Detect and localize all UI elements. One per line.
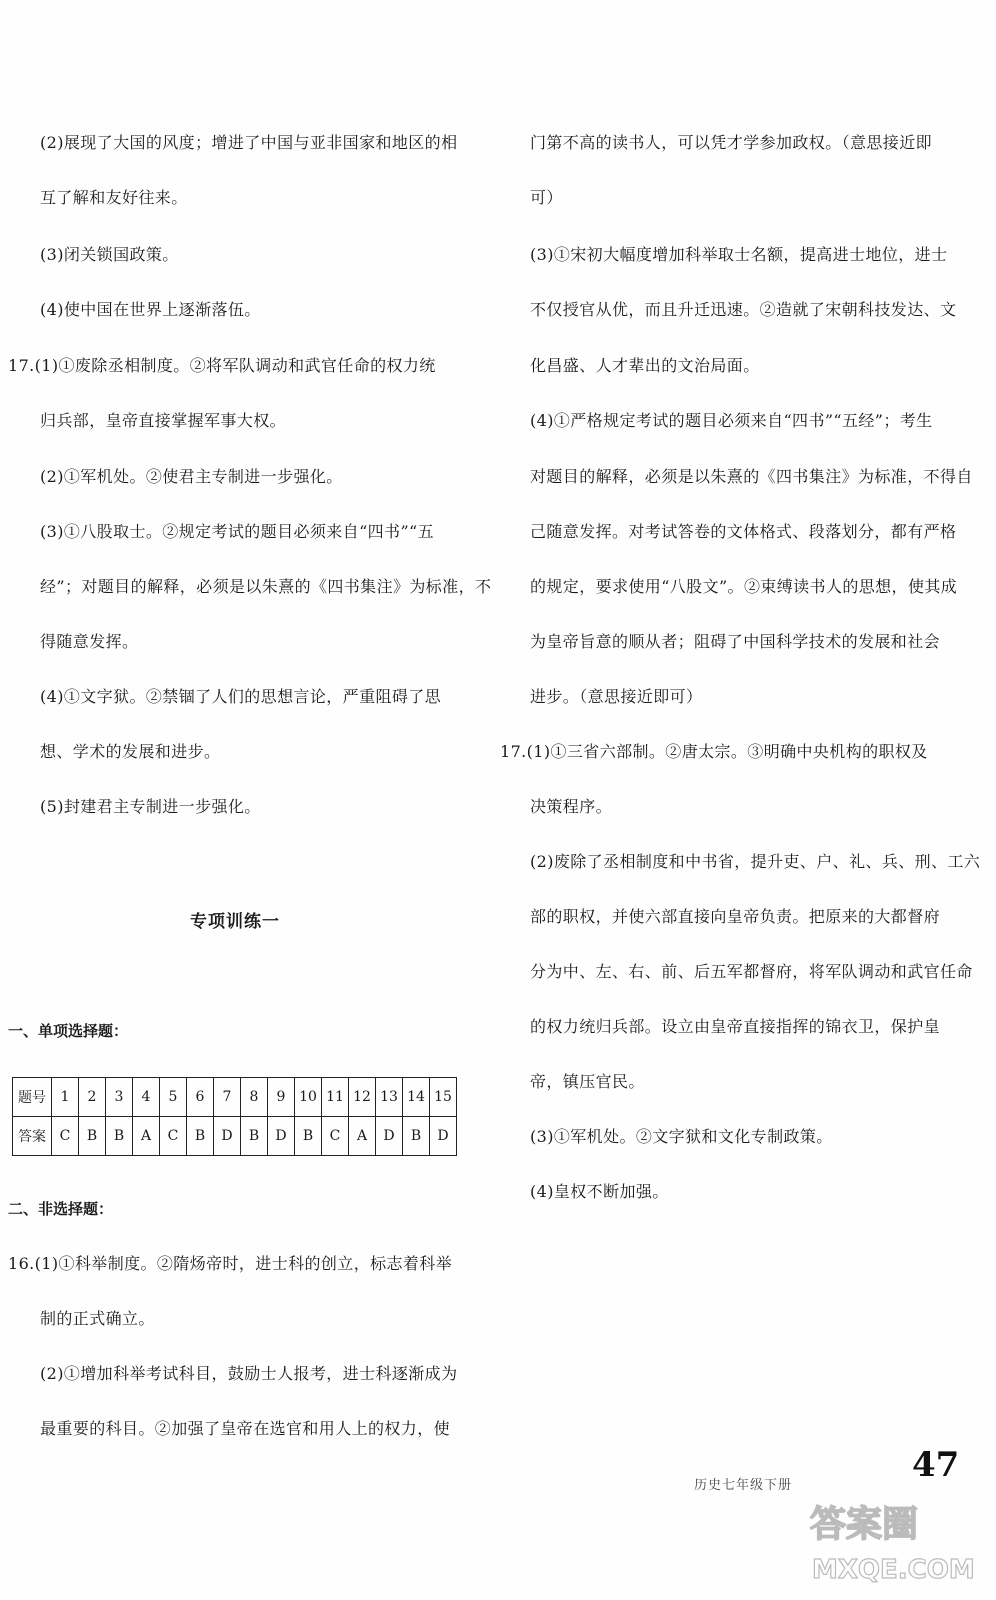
text-line: 制的正式确立。 xyxy=(40,1309,155,1328)
page-number: 47 xyxy=(912,1445,960,1485)
text-line: (2)①增加科举考试科目，鼓励士人报考，进士科逐渐成为 xyxy=(40,1364,458,1383)
table-cell: 15 xyxy=(430,1078,457,1117)
text-line: (4)①文字狱。②禁锢了人们的思想言论，严重阻碍了思 xyxy=(40,687,442,706)
watermark-logo xyxy=(800,1492,980,1592)
table-row-answers xyxy=(13,1117,457,1156)
text-line: 的规定，要求使用“八股文”。②束缚读书人的思想，使其成 xyxy=(530,577,958,596)
text-line: 想、学术的发展和进步。 xyxy=(40,742,221,761)
text-line: 为皇帝旨意的顺从者；阻碍了中国科学技术的发展和社会 xyxy=(530,632,941,651)
table-row-numbers xyxy=(13,1078,457,1117)
section-title: 专项训练一 xyxy=(190,912,280,932)
text-line: (4)使中国在世界上逐渐落伍。 xyxy=(40,300,261,319)
part-1-label: 一、单项选择题： xyxy=(8,1022,129,1040)
text-line: 分为中、左、右、前、后五军都督府，将军队调动和武官任命 xyxy=(530,962,973,981)
table-cell: B xyxy=(403,1117,430,1156)
table-cell: 10 xyxy=(295,1078,322,1117)
table-cell: 12 xyxy=(349,1078,376,1117)
question-17-line: 17.(1)①三省六部制。②唐太宗。③明确中央机构的职权及 xyxy=(500,742,928,761)
table-cell: 3 xyxy=(106,1078,133,1117)
text-line: 互了解和友好往来。 xyxy=(40,188,188,207)
text-line: (2)展现了大国的风度；增进了中国与亚非国家和地区的相 xyxy=(40,133,458,152)
watermark-text-url: MXQE.COM xyxy=(812,1555,975,1585)
table-header-cell: 答案 xyxy=(13,1117,52,1156)
table-cell: C xyxy=(52,1117,79,1156)
text-line: 进步。（意思接近即可） xyxy=(530,687,703,706)
text-line: 归兵部，皇帝直接掌握军事大权。 xyxy=(40,411,287,430)
text-line: 化昌盛、人才辈出的文治局面。 xyxy=(530,356,760,375)
table-cell: B xyxy=(106,1117,133,1156)
table-cell: 11 xyxy=(322,1078,349,1117)
table-cell: B xyxy=(187,1117,214,1156)
table-cell: C xyxy=(160,1117,187,1156)
text-line: (3)①宋初大幅度增加科举取士名额，提高进士地位，进士 xyxy=(530,245,948,264)
footer-subject: 历史七年级下册 xyxy=(694,1478,793,1493)
table-cell: 2 xyxy=(79,1078,106,1117)
text-line: (3)闭关锁国政策。 xyxy=(40,245,179,264)
table-cell: C xyxy=(322,1117,349,1156)
text-line: (3)①军机处。②文字狱和文化专制政策。 xyxy=(530,1127,833,1146)
text-line: 对题目的解释，必须是以朱熹的《四书集注》为标准，不得自 xyxy=(530,467,973,486)
text-line: 不仅授官从优，而且升迁迅速。②造就了宋朝科技发达、文 xyxy=(530,300,957,319)
part-2-label: 二、非选择题： xyxy=(8,1200,114,1218)
table-cell: 13 xyxy=(376,1078,403,1117)
text-line: 部的职权，并使六部直接向皇帝负责。把原来的大都督府 xyxy=(530,907,941,926)
text-line: 己随意发挥。对考试答卷的文体格式、段落划分，都有严格 xyxy=(530,522,957,541)
text-line: 可） xyxy=(530,188,563,207)
table-cell: D xyxy=(268,1117,295,1156)
table-cell: 6 xyxy=(187,1078,214,1117)
answer-table xyxy=(12,1077,457,1156)
text-line: (2)①军机处。②使君主专制进一步强化。 xyxy=(40,467,343,486)
text-line: 最重要的科目。②加强了皇帝在选官和用人上的权力，使 xyxy=(40,1419,451,1438)
table-cell: D xyxy=(376,1117,403,1156)
text-line: 决策程序。 xyxy=(530,797,613,816)
table-cell: A xyxy=(133,1117,160,1156)
table-cell: 14 xyxy=(403,1078,430,1117)
question-16-line: 16.(1)①科举制度。②隋炀帝时，进士科的创立，标志着科举 xyxy=(8,1254,453,1273)
table-header-cell: 题号 xyxy=(13,1078,52,1117)
text-line: (3)①八股取士。②规定考试的题目必须来自“四书”“五 xyxy=(40,522,435,541)
text-line: (5)封建君主专制进一步强化。 xyxy=(40,797,261,816)
table-cell: B xyxy=(79,1117,106,1156)
text-line: (4)①严格规定考试的题目必须来自“四书”“五经”；考生 xyxy=(530,411,933,430)
watermark-text-main: 答案圈 xyxy=(810,1504,919,1545)
table-cell: A xyxy=(349,1117,376,1156)
text-line: 的权力统归兵部。设立由皇帝直接指挥的锦衣卫，保护皇 xyxy=(530,1017,941,1036)
text-line: 得随意发挥。 xyxy=(40,632,139,651)
text-line: 门第不高的读书人，可以凭才学参加政权。（意思接近即 xyxy=(530,133,933,152)
table-cell: 1 xyxy=(52,1078,79,1117)
text-line: (2)废除了丞相制度和中书省，提升吏、户、礼、兵、刑、工六 xyxy=(530,852,981,871)
table-cell: D xyxy=(430,1117,457,1156)
table-cell: 8 xyxy=(241,1078,268,1117)
question-17-line: 17.(1)①废除丞相制度。②将军队调动和武官任命的权力统 xyxy=(8,356,436,375)
table-cell: B xyxy=(295,1117,322,1156)
table-cell: B xyxy=(241,1117,268,1156)
table-cell: 4 xyxy=(133,1078,160,1117)
table-cell: 9 xyxy=(268,1078,295,1117)
table-cell: 7 xyxy=(214,1078,241,1117)
table-cell: D xyxy=(214,1117,241,1156)
text-line: 经”；对题目的解释，必须是以朱熹的《四书集注》为标准，不 xyxy=(40,577,492,596)
text-line: (4)皇权不断加强。 xyxy=(530,1182,669,1201)
text-line: 帝，镇压官民。 xyxy=(530,1072,645,1091)
table-cell: 5 xyxy=(160,1078,187,1117)
